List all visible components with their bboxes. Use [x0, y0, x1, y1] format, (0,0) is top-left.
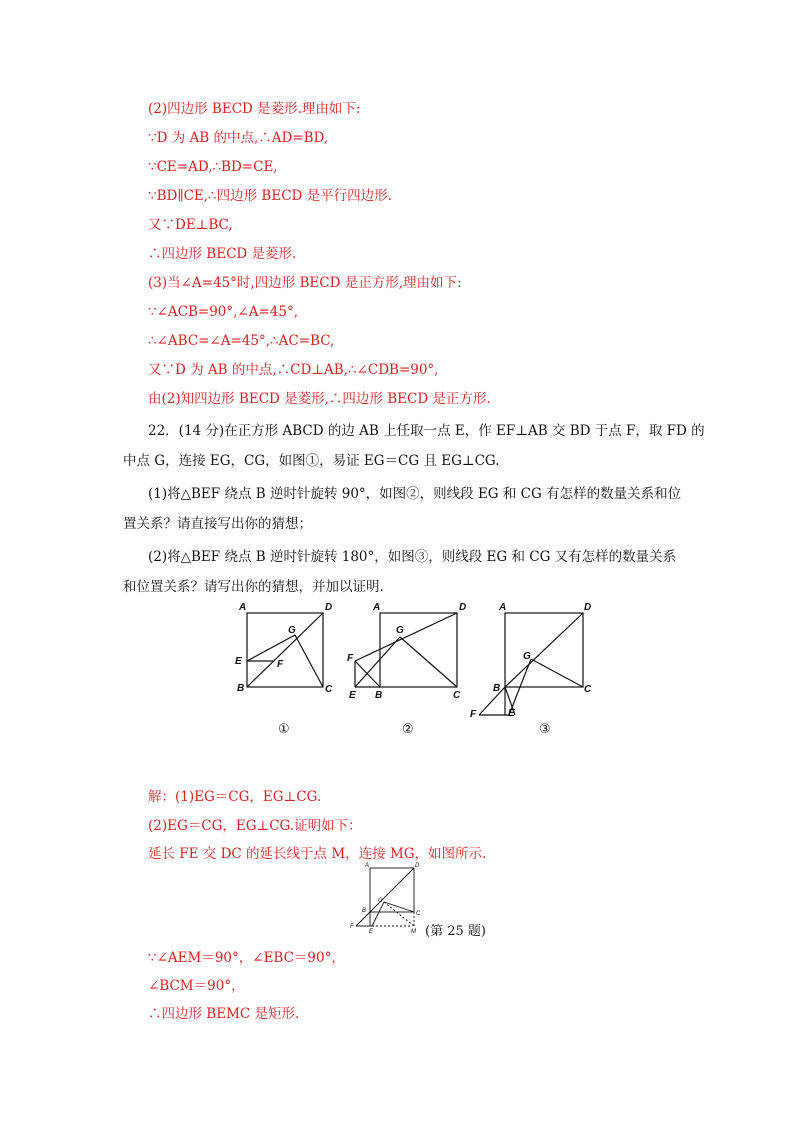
point-label: B — [375, 690, 383, 701]
solution-line: ∴四边形 BEMC 是矩形. — [148, 1006, 300, 1022]
figure-number: ② — [402, 721, 414, 736]
answer-line: (2)四边形 BECD 是菱形.理由如下: — [148, 101, 361, 117]
figure-number: ① — [278, 721, 290, 736]
solution-line: ∵∠AEM＝90°，∠EBC＝90°， — [148, 950, 345, 966]
question-text: (1)将△BEF 绕点 B 逆时针旋转 90°，如图②，则线段 EG 和 CG 有怎样的数量关系和位 — [148, 486, 682, 502]
point-label: B — [493, 683, 501, 694]
point-label: D — [325, 602, 333, 613]
point-label: D — [415, 863, 420, 869]
point-label: E — [508, 708, 515, 719]
answer-line: ∴四边形 BECD 是菱形. — [148, 246, 297, 262]
point-label: G — [288, 625, 296, 636]
point-label: A — [239, 602, 247, 613]
point-label: E — [369, 929, 374, 935]
point-label: A — [365, 863, 370, 869]
figure2-square — [380, 613, 457, 687]
answer-line: ∵BD∥CE,∴四边形 BECD 是平行四边形. — [148, 188, 392, 204]
answer-line: 又∵D 为 AB 的中点,∴CD⊥AB,∴∠CDB=90°, — [148, 362, 439, 378]
point-label: C — [416, 911, 421, 917]
point-label: C — [453, 690, 461, 701]
solution-line: 解：(1)EG＝CG，EG⊥CG. — [148, 789, 322, 805]
answer-line: 又∵DE⊥BC, — [148, 217, 233, 233]
figure-number: ③ — [539, 721, 551, 736]
solution-line: ∠BCM＝90°， — [148, 978, 245, 994]
question-text: (2)将△BEF 绕点 B 逆时针旋转 180°，如图③，则线段 EG 和 CG 又有怎样的数量关系 — [148, 549, 677, 565]
point-label: G — [396, 625, 404, 636]
point-label: G — [378, 898, 383, 904]
solution-line: (2)EG＝CG，EG⊥CG.证明如下： — [148, 818, 362, 834]
answer-line: (3)当∠A=45°时,四边形 BECD 是正方形,理由如下: — [148, 275, 462, 291]
answer-line: 由(2)知四边形 BECD 是菱形,∴四边形 BECD 是正方形. — [148, 391, 491, 407]
point-label: G — [523, 651, 531, 662]
point-label: D — [584, 602, 592, 613]
answer-line: ∵CE=AD,∴BD=CE, — [148, 159, 278, 175]
question-text: 22．(14 分)在正方形 ABCD 的边 AB 上任取一点 E，作 EF⊥AB 交 BD 于点 F，取 FD 的 — [148, 423, 705, 439]
question-text: 置关系？请直接写出你的猜想； — [123, 516, 312, 532]
geometry-figures — [225, 595, 605, 745]
solution-figure — [340, 860, 430, 938]
point-label: B — [237, 683, 245, 694]
point-label: F — [470, 709, 477, 720]
point-label: B — [362, 908, 367, 914]
point-label: E — [349, 690, 356, 701]
point-label: F — [347, 653, 354, 664]
answer-line: ∵D 为 AB 的中点,∴AD=BD, — [148, 130, 329, 146]
question-text: 中点 G，连接 EG，CG，如图①，易证 EG＝CG 且 EG⊥CG. — [123, 453, 500, 469]
point-label: A — [499, 602, 507, 613]
point-label: E — [235, 656, 242, 667]
answer-line: ∴∠ABC=∠A=45°,∴AC=BC, — [148, 333, 335, 349]
point-label: D — [459, 602, 467, 613]
point-label: F — [350, 924, 354, 930]
figure-caption: (第 25 题) — [425, 924, 486, 939]
answer-line: ∵∠ACB=90°,∠A=45°, — [148, 304, 299, 320]
point-label: F — [277, 659, 284, 670]
question-text: 和位置关系？请写出你的猜想，并加以证明. — [123, 579, 384, 595]
point-label: C — [325, 684, 333, 695]
solution-line: 延长 FE 交 DC 的延长线于点 M，连接 MG，如图所示. — [148, 846, 487, 862]
point-label: M — [411, 929, 416, 935]
point-label: C — [584, 684, 592, 695]
point-label: A — [373, 602, 381, 613]
